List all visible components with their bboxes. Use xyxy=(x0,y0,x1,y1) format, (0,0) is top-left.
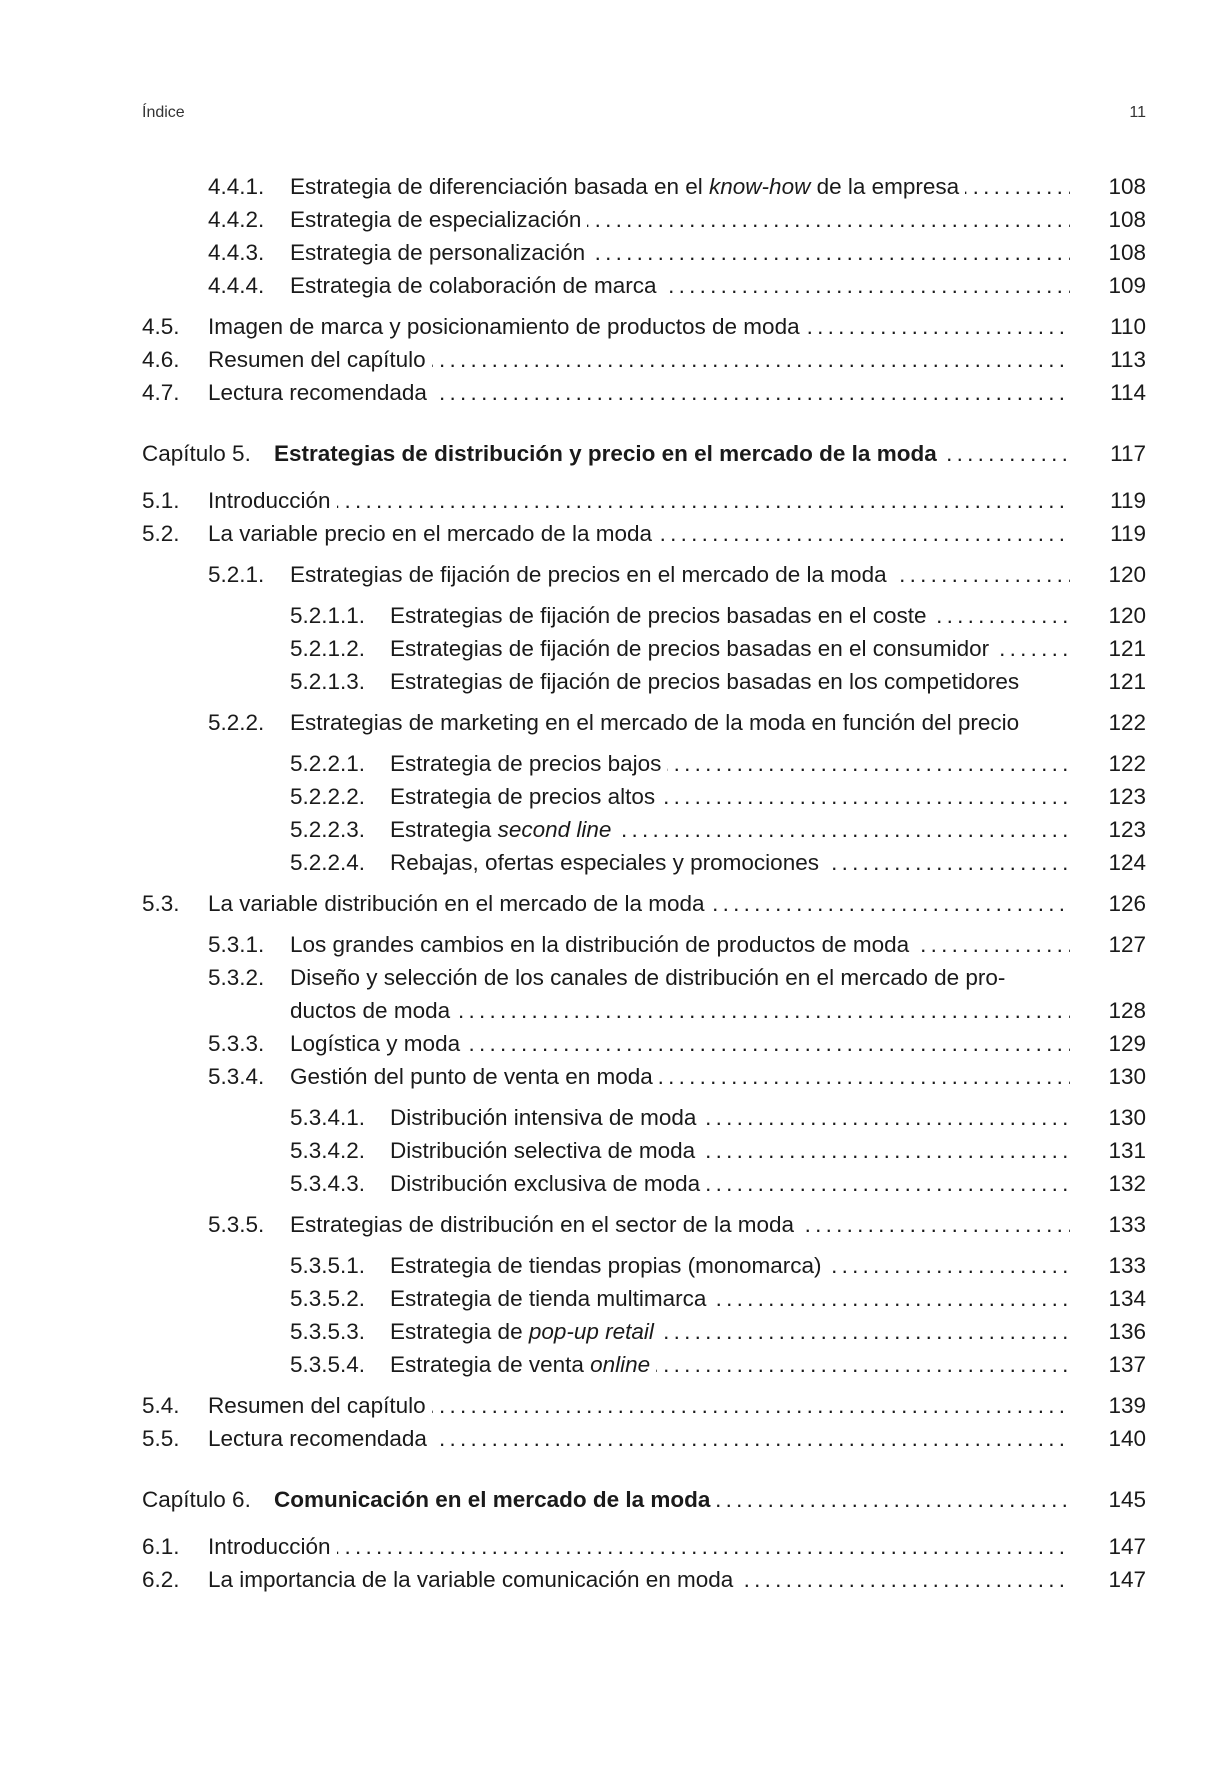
header-section-title: Índice xyxy=(142,104,185,121)
toc-entry-title xyxy=(274,437,1070,470)
toc-entry-number: 4.4.4. xyxy=(208,273,265,298)
toc-entry-number: 5.3.5.1. xyxy=(290,1253,366,1278)
toc-entry-title xyxy=(290,1027,1070,1060)
toc-page-number: 108 xyxy=(1108,207,1146,232)
toc-entry-title xyxy=(208,1422,1070,1455)
toc-title-text: La importancia de la variable comunicación en moda xyxy=(208,1567,734,1592)
toc-title-text: Gestión del punto de venta en moda xyxy=(290,1064,653,1089)
toc-entry-title xyxy=(390,1282,1070,1315)
toc-title-text: Estrategias de fijación de precios basadas en el coste xyxy=(390,603,927,628)
toc-title-text: Lectura recomendada xyxy=(208,380,427,405)
toc-entry-row[interactable] xyxy=(142,813,1146,846)
toc-chapter-row[interactable] xyxy=(142,1483,1146,1516)
toc-entry-title xyxy=(390,813,1070,846)
toc-entry-row[interactable] xyxy=(142,310,1146,343)
toc-entry-title xyxy=(290,961,1070,994)
toc-entry-title xyxy=(390,1315,1070,1348)
toc-title-text: Estrategia de personalización xyxy=(290,240,586,265)
toc-entry-number: 5.2.2. xyxy=(208,710,265,735)
toc-entry-number: 5.1. xyxy=(142,488,180,513)
toc-entry-title xyxy=(208,517,1070,550)
toc-page-number: 124 xyxy=(1108,850,1146,875)
toc-title-text: Estrategia de diferenciación basada en el xyxy=(290,174,710,199)
toc-entry-title xyxy=(390,599,1070,632)
toc-page-number: 133 xyxy=(1108,1212,1146,1237)
toc-entry-title xyxy=(290,1060,1070,1093)
toc-entry-title xyxy=(390,846,1070,879)
toc-entry-title xyxy=(390,1348,1070,1381)
toc-entry-number: 5.5. xyxy=(142,1426,180,1451)
toc-entry-row[interactable] xyxy=(142,558,1146,591)
toc-page-number: 117 xyxy=(1110,441,1146,466)
toc-page-number: 130 xyxy=(1108,1105,1146,1130)
toc-entry-number: Capítulo 5. xyxy=(142,441,251,466)
toc-entry-title xyxy=(208,484,1070,517)
toc-entry-row[interactable] xyxy=(142,780,1146,813)
toc-title-text: Estrategia de xyxy=(390,1319,529,1344)
toc-entry-title xyxy=(290,170,1070,203)
toc-entry-row[interactable] xyxy=(142,1389,1146,1422)
toc-page-number: 108 xyxy=(1108,240,1146,265)
toc-entry-row[interactable] xyxy=(142,1167,1146,1200)
toc-entry-row[interactable] xyxy=(142,961,1146,994)
toc-entry-number: 5.2.2.3. xyxy=(290,817,366,842)
toc-entry-row[interactable] xyxy=(142,1208,1146,1241)
toc-title-text: ductos de moda xyxy=(290,998,451,1023)
toc-entry-title xyxy=(274,1483,1070,1516)
toc-page-number: 113 xyxy=(1110,347,1146,372)
toc-entry-title xyxy=(390,1101,1070,1134)
running-header xyxy=(142,104,1146,126)
toc-page-number: 120 xyxy=(1108,562,1146,587)
toc-entry-row[interactable] xyxy=(142,1422,1146,1455)
toc-page-number: 128 xyxy=(1108,998,1146,1023)
toc-entry-title xyxy=(208,887,1070,920)
toc-entry-title xyxy=(208,310,1070,343)
toc-entry-row[interactable] xyxy=(142,1249,1146,1282)
toc-title-text: Logística y moda xyxy=(290,1031,461,1056)
toc-entry-number: Capítulo 6. xyxy=(142,1487,251,1512)
toc-title-text: Distribución intensiva de moda xyxy=(390,1105,697,1130)
toc-entry-title xyxy=(390,632,1070,665)
toc-entry-row[interactable] xyxy=(142,1530,1146,1563)
toc-title-text: Estrategia de venta xyxy=(390,1352,591,1377)
toc-title-text: La variable distribución en el mercado de la moda xyxy=(208,891,705,916)
toc-entry-title xyxy=(390,1134,1070,1167)
toc-entry-number: 5.2.1.1. xyxy=(290,603,366,628)
toc-page-number: 122 xyxy=(1108,710,1146,735)
toc-entry-number: 5.2.2.1. xyxy=(290,751,366,776)
toc-title-text: Estrategias de marketing en el mercado de la moda en función del precio xyxy=(290,710,1020,735)
toc-entry-number: 5.2.1. xyxy=(208,562,265,587)
toc-entry-row[interactable] xyxy=(142,1563,1146,1596)
toc-entry-row[interactable] xyxy=(142,1060,1146,1093)
toc-title-italic: second line xyxy=(497,817,612,842)
toc-title-text: La variable precio en el mercado de la moda xyxy=(208,521,653,546)
toc-entry-number: 4.4.2. xyxy=(208,207,265,232)
toc-entry-number: 5.3.4.3. xyxy=(290,1171,366,1196)
toc-entry-title xyxy=(290,558,1070,591)
toc-entry-row[interactable] xyxy=(142,887,1146,920)
toc-entry-row[interactable] xyxy=(142,484,1146,517)
toc-page-number: 114 xyxy=(1110,380,1146,405)
toc-page-number: 121 xyxy=(1108,636,1146,661)
toc-title-text: Estrategia xyxy=(390,817,498,842)
toc-entry-title xyxy=(290,236,1070,269)
toc-entry-number: 4.7. xyxy=(142,380,180,405)
toc-entry-number: 5.4. xyxy=(142,1393,180,1418)
toc-title-text: Estrategia de precios altos xyxy=(390,784,656,809)
toc-page-number: 109 xyxy=(1108,273,1146,298)
toc-title-text: Diseño y selección de los canales de distribución en el mercado de pro- xyxy=(290,965,1006,990)
toc-page-number: 123 xyxy=(1108,784,1146,809)
toc-entry-row[interactable] xyxy=(142,665,1146,698)
toc-entry-number: 5.3.5.2. xyxy=(290,1286,366,1311)
toc-page-number: 147 xyxy=(1108,1534,1146,1559)
toc-entry-row[interactable] xyxy=(142,846,1146,879)
toc-entry-row[interactable] xyxy=(142,203,1146,236)
toc-page-number: 147 xyxy=(1108,1567,1146,1592)
toc-entry-number: 4.6. xyxy=(142,347,180,372)
toc-entry-title xyxy=(290,706,1070,739)
toc-entry-row[interactable] xyxy=(142,706,1146,739)
toc-entry-number: 4.4.3. xyxy=(208,240,265,265)
toc-entry-title xyxy=(290,994,1070,1027)
toc-entry-number: 5.3.4. xyxy=(208,1064,265,1089)
toc-page-number: 121 xyxy=(1108,669,1146,694)
toc-page-number: 132 xyxy=(1108,1171,1146,1196)
toc-entry-title xyxy=(390,1249,1070,1282)
toc-title-italic: know-how xyxy=(709,174,811,199)
toc-entry-number: 5.3.5.4. xyxy=(290,1352,366,1377)
toc-entry-row[interactable] xyxy=(142,632,1146,665)
toc-entry-row[interactable] xyxy=(142,928,1146,961)
toc-title-text: Estrategias de distribución en el sector de la moda xyxy=(290,1212,795,1237)
toc-entry-title xyxy=(208,343,1070,376)
toc-entry-row[interactable] xyxy=(142,343,1146,376)
toc-page-number: 134 xyxy=(1108,1286,1146,1311)
toc-entry-title xyxy=(208,376,1070,409)
toc-page-number: 123 xyxy=(1108,817,1146,842)
toc-title-text: Estrategia de especialización xyxy=(290,207,582,232)
toc-page-number: 120 xyxy=(1108,603,1146,628)
toc-title-text-end: de la empresa xyxy=(810,174,960,199)
toc-page-number: 129 xyxy=(1108,1031,1146,1056)
toc-entry-title xyxy=(208,1563,1070,1596)
toc-entry-row[interactable] xyxy=(142,1134,1146,1167)
toc-entry-title xyxy=(290,928,1070,961)
toc-title-text: Estrategias de fijación de precios basadas en el consumidor xyxy=(390,636,990,661)
toc-title-text: Estrategias de fijación de precios basadas en los competidores xyxy=(390,669,1020,694)
toc-entry-number: 5.3. xyxy=(142,891,180,916)
toc-title-text: Distribución exclusiva de moda xyxy=(390,1171,701,1196)
toc-title-text: Resumen del capítulo xyxy=(208,347,426,372)
toc-title-text: Distribución selectiva de moda xyxy=(390,1138,696,1163)
toc-title-text: Imagen de marca y posicionamiento de productos de moda xyxy=(208,314,800,339)
toc-entry-row[interactable] xyxy=(142,994,1146,1027)
toc-entry-row[interactable] xyxy=(142,747,1146,780)
toc-title-text: Introducción xyxy=(208,488,331,513)
toc-title-text: Resumen del capítulo xyxy=(208,1393,426,1418)
toc-title-italic: pop-up retail xyxy=(528,1319,654,1344)
toc-title-text: Estrategia de colaboración de marca xyxy=(290,273,657,298)
toc-entry-number: 4.4.1. xyxy=(208,174,265,199)
toc-entry-number: 5.2.1.3. xyxy=(290,669,366,694)
toc-title-text: Lectura recomendada xyxy=(208,1426,427,1451)
toc-title-text: Rebajas, ofertas especiales y promociones xyxy=(390,850,819,875)
toc-entry-title xyxy=(208,1530,1070,1563)
header-page-number: 11 xyxy=(1129,104,1146,121)
toc-title-text: Comunicación en el mercado de la moda xyxy=(274,1487,711,1512)
toc-entry-title xyxy=(208,1389,1070,1422)
toc-title-text: Estrategia de precios bajos xyxy=(390,751,662,776)
toc-entry-row[interactable] xyxy=(142,376,1146,409)
toc-entry-row[interactable] xyxy=(142,236,1146,269)
toc-page-number: 139 xyxy=(1108,1393,1146,1418)
toc-entry-number: 5.2.1.2. xyxy=(290,636,366,661)
toc-entry-number: 5.2.2.2. xyxy=(290,784,366,809)
toc-page-number: 140 xyxy=(1108,1426,1146,1451)
toc-page-number: 130 xyxy=(1108,1064,1146,1089)
table-of-contents xyxy=(142,170,1146,1596)
toc-chapter-row[interactable] xyxy=(142,437,1146,470)
toc-page-number: 110 xyxy=(1110,314,1146,339)
toc-entry-number: 5.2. xyxy=(142,521,180,546)
toc-page-number: 126 xyxy=(1108,891,1146,916)
toc-page-number: 119 xyxy=(1110,488,1146,513)
toc-entry-number: 5.3.5.3. xyxy=(290,1319,366,1344)
toc-entry-row[interactable] xyxy=(142,599,1146,632)
toc-title-italic: online xyxy=(590,1352,651,1377)
toc-entry-row[interactable] xyxy=(142,1282,1146,1315)
toc-entry-row[interactable] xyxy=(142,1027,1146,1060)
toc-entry-row[interactable] xyxy=(142,170,1146,203)
toc-entry-row[interactable] xyxy=(142,1315,1146,1348)
toc-entry-number: 6.1. xyxy=(142,1534,180,1559)
toc-page-number: 119 xyxy=(1110,521,1146,546)
toc-entry-number: 5.3.4.2. xyxy=(290,1138,366,1163)
toc-entry-title xyxy=(290,1208,1070,1241)
toc-entry-title xyxy=(390,780,1070,813)
toc-title-text: Estrategias de distribución y precio en el mercado de la moda xyxy=(274,441,937,466)
toc-title-text: Introducción xyxy=(208,1534,331,1559)
toc-entry-row[interactable] xyxy=(142,1348,1146,1381)
toc-title-text: Estrategia de tienda multimarca xyxy=(390,1286,707,1311)
toc-entry-number: 5.3.3. xyxy=(208,1031,265,1056)
toc-entry-title xyxy=(290,269,1070,302)
toc-title-text: Estrategia de tiendas propias (monomarca) xyxy=(390,1253,822,1278)
toc-entry-row[interactable] xyxy=(142,517,1146,550)
toc-page-number: 127 xyxy=(1108,932,1146,957)
toc-entry-number: 4.5. xyxy=(142,314,180,339)
toc-page-number: 145 xyxy=(1108,1487,1146,1512)
toc-entry-row[interactable] xyxy=(142,1101,1146,1134)
toc-entry-title xyxy=(390,1167,1070,1200)
toc-entry-row[interactable] xyxy=(142,269,1146,302)
toc-entry-number: 5.3.1. xyxy=(208,932,265,957)
toc-page-number: 137 xyxy=(1108,1352,1146,1377)
toc-title-text: Estrategias de fijación de precios en el mercado de la moda xyxy=(290,562,887,587)
toc-entry-number: 5.3.4.1. xyxy=(290,1105,366,1130)
toc-page-number: 108 xyxy=(1108,174,1146,199)
toc-entry-title xyxy=(390,747,1070,780)
toc-page-number: 136 xyxy=(1108,1319,1146,1344)
toc-entry-number: 5.3.5. xyxy=(208,1212,265,1237)
toc-entry-title xyxy=(390,665,1070,698)
toc-entry-number: 5.3.2. xyxy=(208,965,265,990)
toc-entry-number: 6.2. xyxy=(142,1567,180,1592)
toc-page-number: 122 xyxy=(1108,751,1146,776)
toc-entry-title xyxy=(290,203,1070,236)
toc-entry-number: 5.2.2.4. xyxy=(290,850,366,875)
toc-title-text: Los grandes cambios en la distribución de productos de moda xyxy=(290,932,910,957)
toc-page-number: 131 xyxy=(1108,1138,1146,1163)
toc-page-number: 133 xyxy=(1108,1253,1146,1278)
